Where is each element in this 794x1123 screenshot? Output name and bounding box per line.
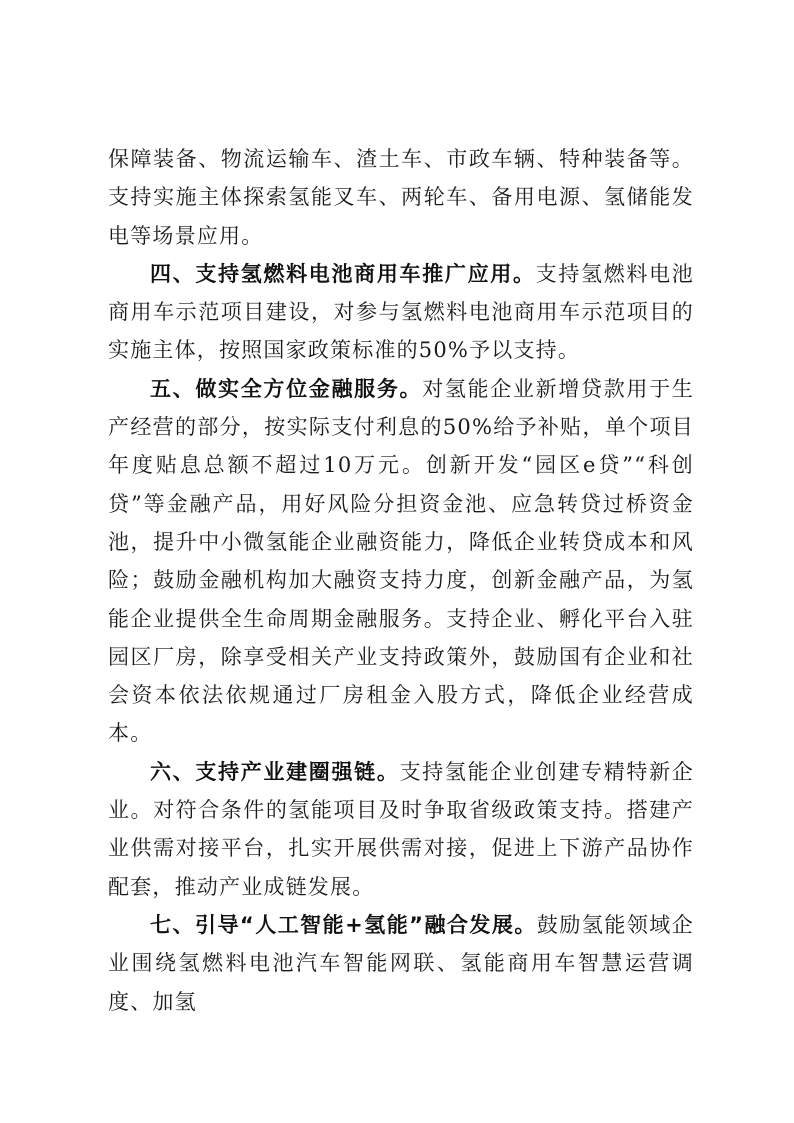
section-heading: 六、支持产业建圈强链。 [150, 759, 400, 784]
paragraph-section-7 [108, 906, 694, 1021]
section-heading: 七、引导“人工智能+氢能”融合发展。 [150, 912, 537, 937]
paragraph-body: 鼓励氢能领域企业围绕氢燃料电池汽车智能网联、氢能商用车智慧运营调度、加氢 [108, 912, 694, 1014]
paragraph-continuation [108, 140, 694, 255]
paragraph-section-6 [108, 753, 694, 906]
paragraph-body: 支持氢能企业创建专精特新企业。对符合条件的氢能项目及时争取省级政策支持。搭建产业供需对接平台，扎实开展供需对接，促进上下游产品协作配套，推动产业成链发展。 [108, 759, 694, 899]
paragraph-section-4 [108, 255, 694, 370]
paragraph-body: 保障装备、物流运输车、渣土车、市政车辆、特种装备等。支持实施主体探索氢能叉车、两轮车、备用电源、氢储能发电等场景应用。 [108, 147, 694, 248]
section-heading: 四、支持氢燃料电池商用车推广应用。 [150, 261, 536, 286]
paragraph-body: 对氢能企业新增贷款用于生产经营的部分，按实际支付利息的50%给予补贴，单个项目年度贴息总额不超过10万元。创新开发“园区e贷”“科创贷”等金融产品，用好风险分担资金池、应急转贷过桥资金池，提升中小微氢能企业融资能力，降低企业转贷成本和风险；鼓励金融机构加大融资支持力度，创新金融产品，为氢能企业提供全生命周期金融服务。支持企业、孵化平台入驻园区厂房，除享受相关产业支持政策外，鼓励国有企业和社会资本依法依规通过厂房租金入股方式，降低企业经营成本。 [108, 376, 694, 746]
paragraph-body: 支持氢燃料电池商用车示范项目建设，对参与氢燃料电池商用车示范项目的实施主体，按照国家政策标准的50%予以支持。 [108, 261, 694, 363]
section-heading: 五、做实全方位金融服务。 [150, 376, 423, 401]
paragraph-section-5 [108, 370, 694, 753]
